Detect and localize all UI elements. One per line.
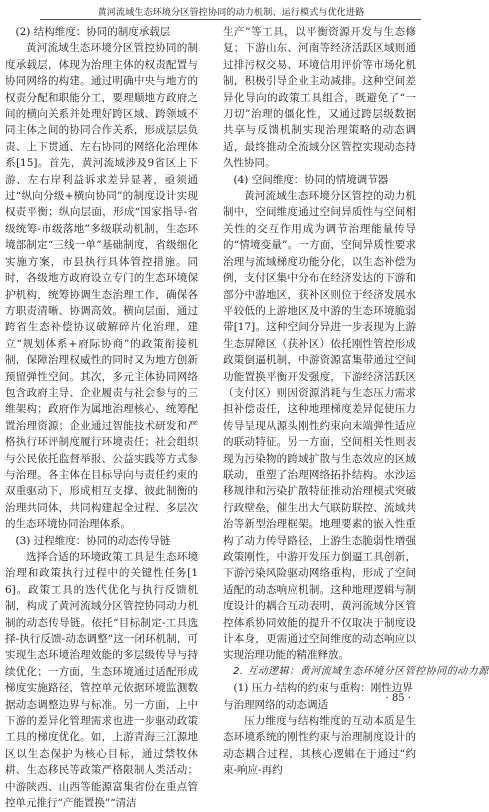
body-paragraph: 黄河流域生态环境分区管控协同的制度承载层，体现为治理主体的权责配置与协同网络的构建。通过明确中央与地方的权责分配和职能分工，要理顺地方政府之间的横向关系并处理好跨区域、跨领域不同主体之间的协同合作关系，形成层层负责、上下贯通、左右协同的网络化治理体系[15]。首先，黄河流域涉及9省区上下游、左右岸利益诉求差异显著，亟须通过“纵向分级+横向协同”的制度设计实现权责平衡；纵向层面，形成“国家指导-省级统筹-市级落地”多级联动机制，生态环境部制定“三线一单”基础制度，省级细化实施方案，市县执行具体管控措施。同时，各级地方政府设立专门的生态环境保护机构，统筹协调生态治理工作，确保各方职责清晰、协调高效。横向层面，通过跨省生态补偿协议破解碎片化治理，建立“规划体系+府际协商”的政策衔接机制，保障治理权威性的同时又为地方创新预留弹性空间。其次，多元主体协同网络包含政府主导、企业履责与社会参与的三维架构；政府作为属地治理核心，统筹配置治理资源；企业通过智能技术研发和严格执行环评制度履行环境责任；社会组织与公民依托监督举报、公益实践等方式参与治理。各主体在目标导向与责任约束的双重驱动下，形成相互支撑、彼此制衡的治理共同体，共同构建起全过程、多层次的生态环境协同治理体系。: [5, 42, 198, 531]
page-number: · 85 ·: [385, 693, 411, 704]
section-heading: (4) 空间维度：协同的情境调节器: [233, 173, 389, 186]
section-heading: (1) 压力-结构的约束与重构：刚性边界与治理网络的动态调适: [223, 682, 413, 711]
body-paragraph: 压力维度与结构维度的互动本质是生态环境系统的刚性约束与治理制度设计的动态耦合过程，其核心逻辑在于通过“约束-响应-再约: [223, 715, 416, 777]
section-heading: (3) 过程维度：协同的动态传导链: [15, 534, 171, 547]
section-heading: (2) 结构维度：协同的制度承载层: [15, 26, 171, 38]
header-rule: [40, 19, 421, 20]
body-paragraph: 黄河流域生态环境分区管控的动力机制中，空间维度通过空间异质性与空间相关性的交互作用成为调节治理能量传导的“情境变量”。一方面，空间异质性要求治理与流域梯度功能分化，以生态补偿为例，支付区集中分布在经济发达的下游和部分中游地区，获补区则位于经济发展水平较低的上游地区及中游的生态环境脆弱带[17]。这种空间分异进一步表现为上游生态屏障区（获补区）依托刚性管控形成政策倒逼机制，中游资源富集带通过空间功能置换平衡开发强度，下游经济活跃区（支付区）则因资源消耗与生态压力需求担补偿责任，这种地理梯度差异促使压力传导呈现从源头刚性约束向末端弹性适应的联动特征。另一方面，空间相关性则表现为污染物的跨域扩散与生态效应的区域联动，重塑了治理网络拓扑结构。水沙运移规律和污染扩散特征推动治理模式突破行政壁垒，催生出大气联防联控、流域共治等新型治理框架。地理要素的嵌入性重构了动力传导路径，上游生态脆弱性增强政策刚性，中游开发压力倒逼工具创新，下游污染风险驱动网络重构，形成了空间适配的动态响应机制。这种地理逻辑与制度设计的耦合互动表明，黄河流域分区管控体系协同效能的提升不仅取决于制度设计本身，更需通过空间维度的动态响应以实现治理功能的精准释放。: [223, 190, 416, 662]
body-paragraph: 生产”等工具，以平衡资源开发与生态修复；下游山东、河南等经济活跃区域则通过排污权交易、环境信用评价等市场化机制，积极引导企业主动减排。这种空间差异化导向的政策工具组合，既避免了“一刀切”治理的僵化性，又通过跨层级数据共享与反馈机制实现治理策略的动态调适，最终推动全流域分区管控实现动态持久性协同。: [223, 26, 416, 170]
running-header-title: 黄河流域生态环境分区管控协同的动力机制、运行模式与优化进路: [97, 8, 365, 18]
body-paragraph: 选择合适的环境政策工具是生态环境治理和政策执行过程中的关键性任务[16]。政策工具的迭代优化与执行反馈机制，构成了黄河流域分区管控协同动力机制的动态传导链。依托“目标制定-工具选择-执行反馈-动态调整”这一闭环机制，可实现生态环境治理效能的多层级传导与持续优化；一方面，生态环境通过适配形成梯度实施路径，管控单元依据环境监测数据动态调整边界与标准。另一方面，上中下游的差异化管理需求也进一步驱动政策工具的梯度优化。如，上游青海三江源地区以生态保护为核心目标，通过禁牧休耕、生态移民等政策严格限制人类活动；中游陕西、山西等能源富集省份在重点管控单元推行“产能置换”“清洁: [5, 551, 198, 810]
left-column: [5, 24, 198, 812]
right-column: [223, 24, 489, 779]
running-header: [0, 0, 427, 22]
section-heading: 2. 互动逻辑：黄河流域生态环境分区管控协同的动力源: [233, 665, 489, 677]
